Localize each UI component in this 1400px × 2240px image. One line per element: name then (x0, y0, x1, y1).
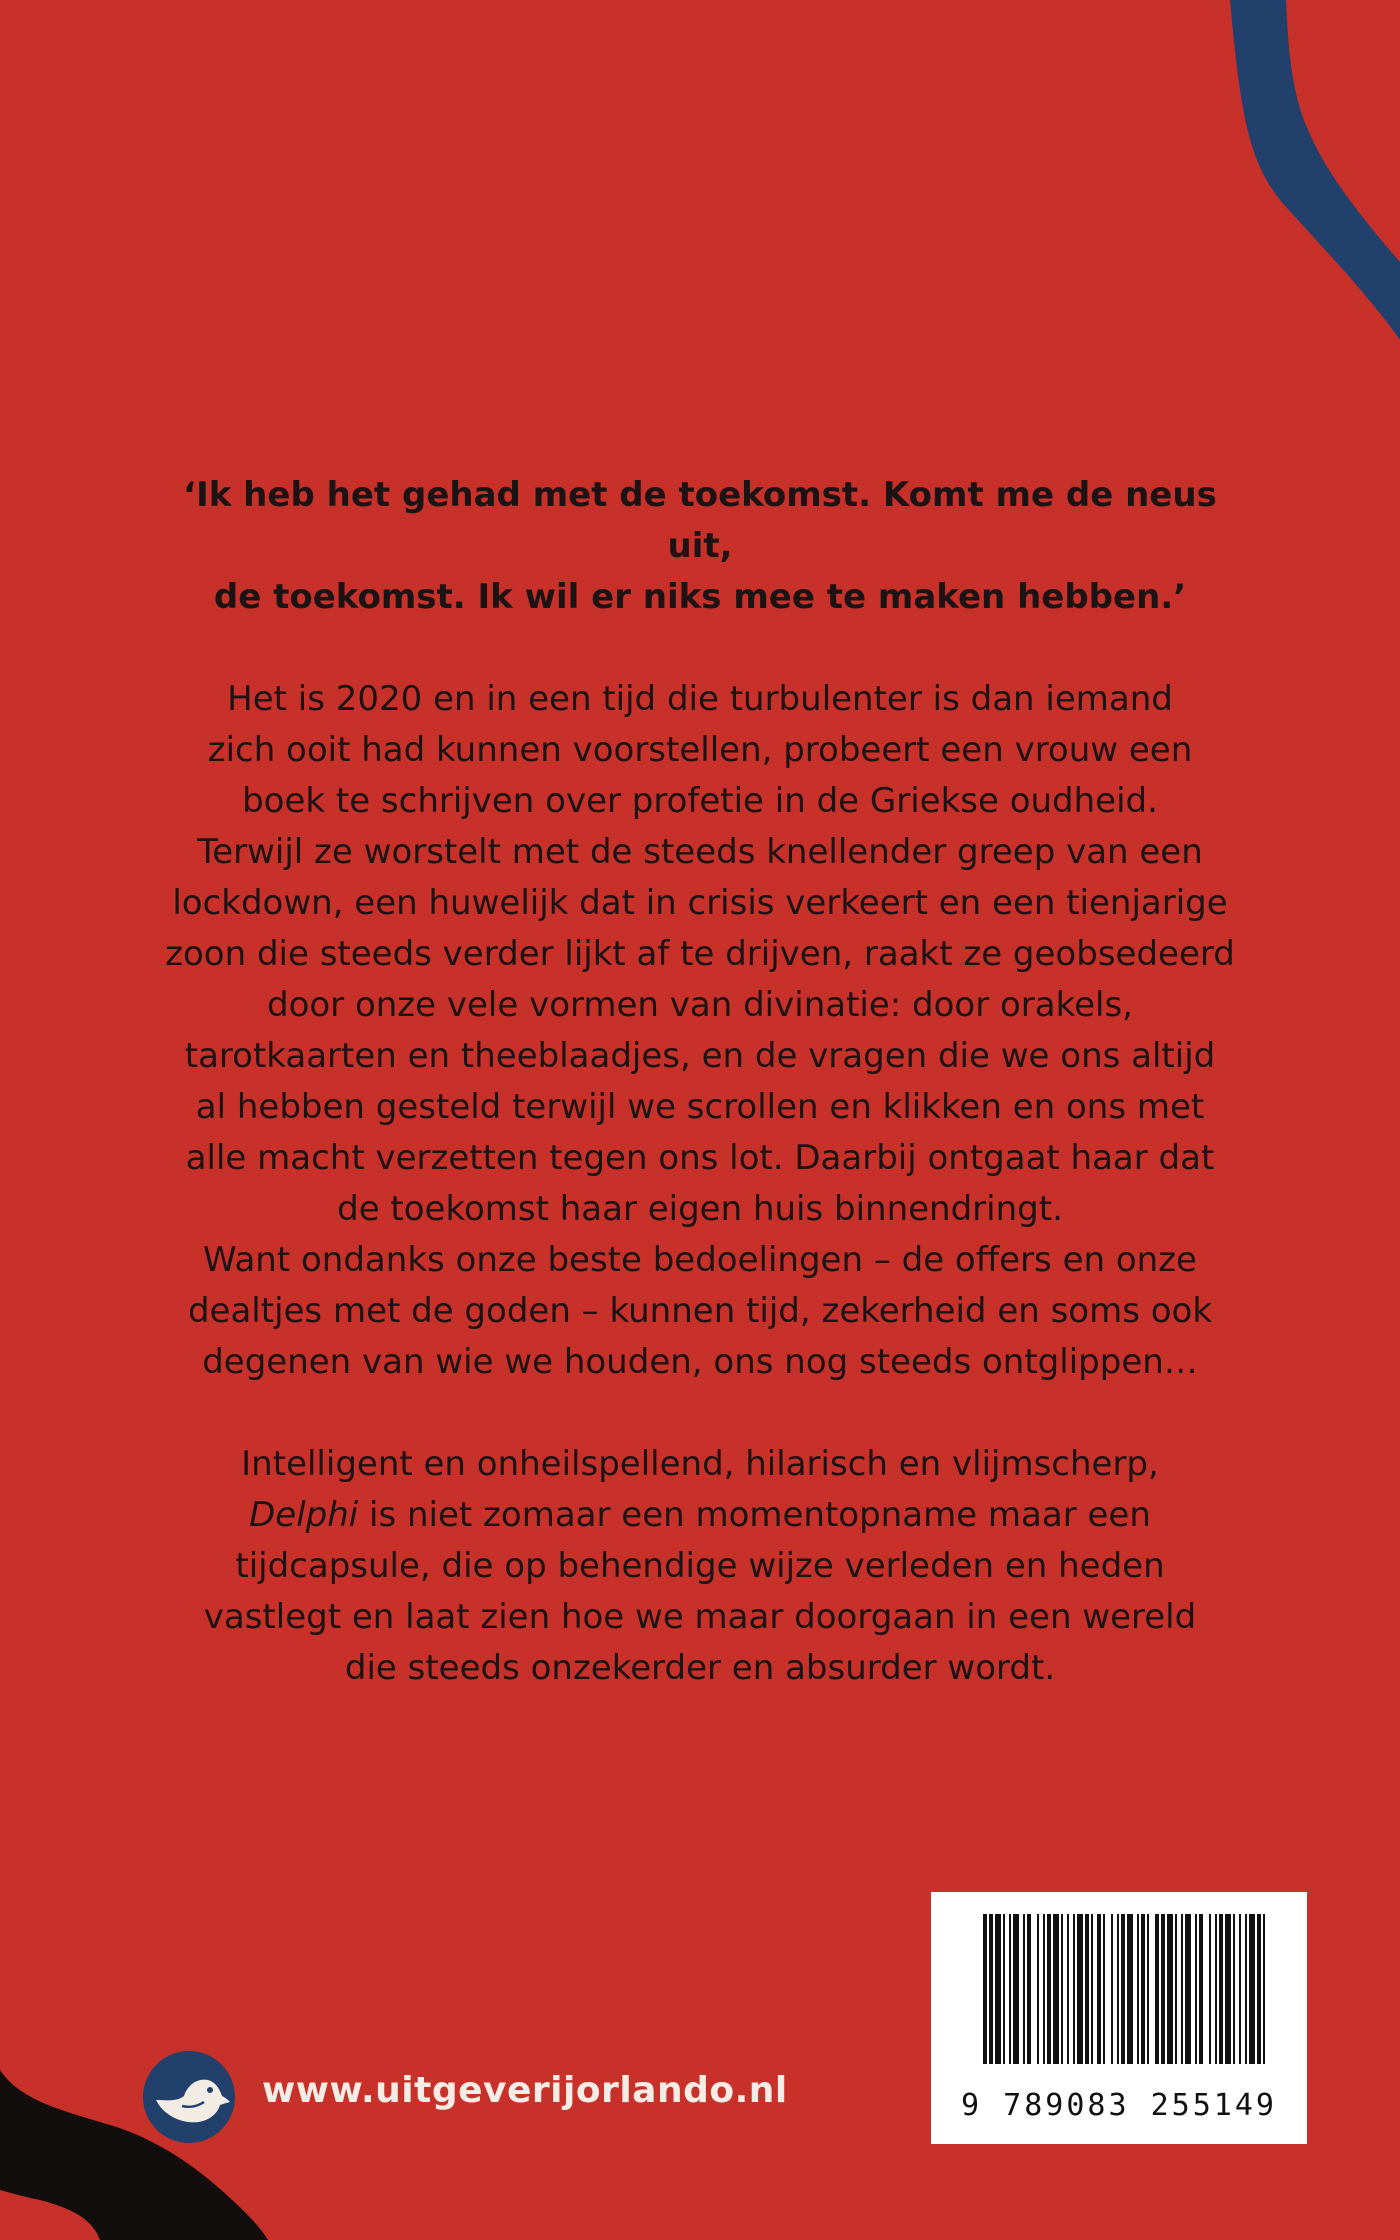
blurb-line: al hebben gesteld terwijl we scrollen en klikken en ons met (195, 1087, 1205, 1127)
blurb-line: boek te schrijven over profetie in de Griekse oudheid. (242, 781, 1158, 821)
blurb-line: tarotkaarten en theeblaadjes, en de vragen die we ons altijd (184, 1036, 1216, 1076)
praise-line: tijdcapsule, die op behendige wijze verleden en heden (235, 1546, 1165, 1586)
blurb-line: Het is 2020 en in een tijd die turbulenter is dan iemand (227, 679, 1173, 719)
publisher-website[interactable]: www.uitgeverijorlando.nl (262, 2070, 788, 2111)
barcode-bars (979, 1914, 1269, 2094)
barcode-digits: 9 789083 255149 (961, 2088, 1277, 2123)
praise-line: die steeds onzekerder en absurder wordt. (344, 1648, 1056, 1688)
blurb-line: de toekomst haar eigen huis binnendringt. (337, 1189, 1063, 1229)
blurb-line: alle macht verzetten tegen ons lot. Daarbij ontgaat haar dat (185, 1138, 1215, 1178)
opening-quote-line: de toekomst. Ik wil er niks mee te maken hebben.’ (213, 577, 1187, 617)
blurb-line: door onze vele vormen van divinatie: door orakels, (266, 985, 1133, 1025)
blurb-line: degenen van wie we houden, ons nog steeds ontglippen… (202, 1342, 1198, 1382)
praise-line-rest: is niet zomaar een momentopname maar een (358, 1495, 1151, 1535)
back-cover-text (160, 470, 1240, 1694)
blue-wave-decoration (1140, 0, 1400, 360)
praise-line (160, 1490, 1240, 1541)
praise-line: Intelligent en onheilspellend, hilarisch en vlijmscherp, (241, 1444, 1159, 1484)
black-wave-decoration (0, 2070, 290, 2240)
opening-quote-line: ‘Ik heb het gehad met de toekomst. Komt me de neus uit, (183, 475, 1217, 566)
blurb-line: dealtjes met de goden – kunnen tijd, zekerheid en soms ook (187, 1291, 1213, 1331)
blurb-line: Want ondanks onze beste bedoelingen – de offers en onze (203, 1240, 1197, 1280)
book-title-italic: Delphi (249, 1495, 359, 1535)
blurb-line: zich ooit had kunnen voorstellen, probeert een vrouw een (207, 730, 1193, 770)
praise-line: vastlegt en laat zien hoe we maar doorgaan in een wereld (203, 1597, 1197, 1637)
blurb-line: zoon die steeds verder lijkt af te drijven, raakt ze geobsedeerd (165, 934, 1235, 974)
blurb-line: Terwijl ze worstelt met de steeds knellender greep van een (197, 832, 1203, 872)
blurb-line: lockdown, een huwelijk dat in crisis verkeert en een tienjarige (172, 883, 1228, 923)
isbn-barcode (931, 1892, 1307, 2144)
